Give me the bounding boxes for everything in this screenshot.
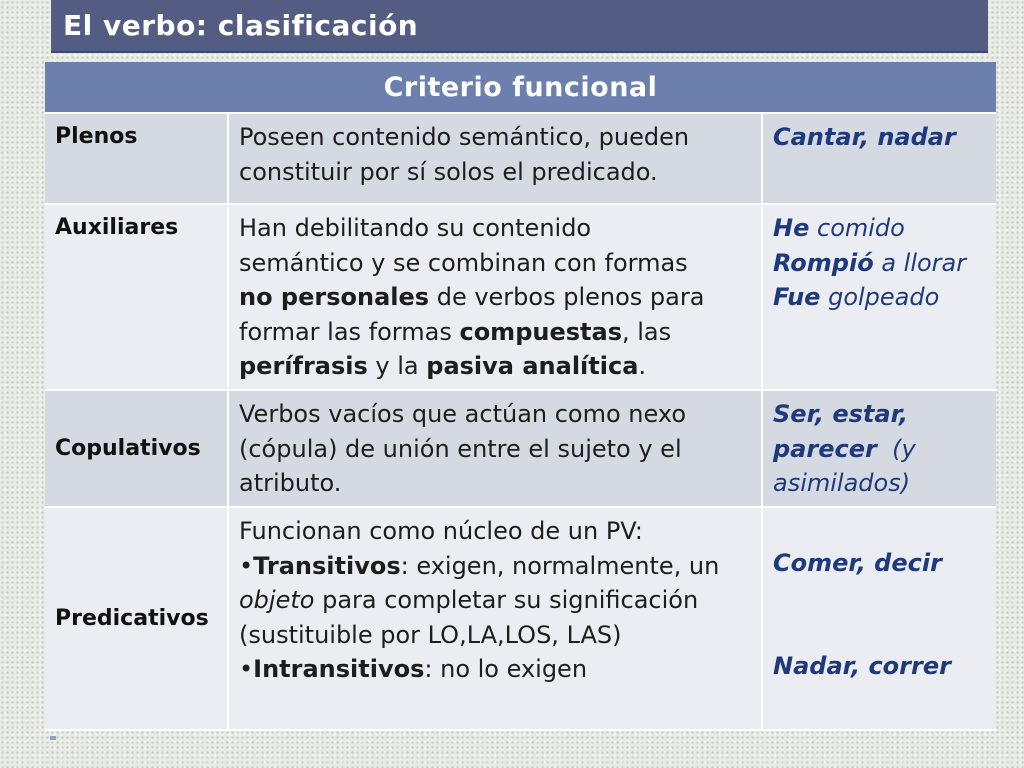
slide-title: El verbo: clasificación bbox=[63, 9, 419, 42]
bold-term: pasiva analítica bbox=[426, 352, 639, 380]
example-rest: (y bbox=[876, 434, 916, 463]
example-verb: parecer bbox=[773, 434, 877, 463]
desc-line: (cópula) de unión entre el sujeto y el bbox=[239, 434, 682, 463]
desc-text: formar las formas bbox=[239, 317, 460, 346]
desc-line: constituir por sí solos el predicado. bbox=[239, 157, 658, 186]
desc-text: , las bbox=[621, 317, 672, 346]
desc-line: Han debilitando su contenido bbox=[239, 214, 592, 242]
desc-text: para completar su significación bbox=[314, 586, 699, 614]
slide-title-bar bbox=[51, 0, 988, 53]
bold-term: perífrasis bbox=[239, 352, 368, 380]
row-label-predicativos: Predicativos bbox=[45, 508, 229, 731]
desc-line: (sustituible por LO,LA,LOS, LAS) bbox=[239, 620, 622, 649]
example-rest: comido bbox=[809, 214, 905, 242]
desc-line bbox=[239, 652, 753, 687]
row-desc-predicativos bbox=[229, 508, 763, 731]
desc-text: y la bbox=[367, 352, 427, 380]
row-example-auxiliares bbox=[763, 205, 996, 391]
italic-term: objeto bbox=[239, 586, 315, 614]
desc-text: : exigen, normalmente, un bbox=[400, 551, 720, 580]
desc-line bbox=[239, 583, 753, 618]
row-example-copulativos bbox=[763, 391, 996, 508]
row-label-copulativos: Copulativos bbox=[45, 391, 229, 508]
example-verb: He bbox=[773, 214, 810, 242]
example-text: Cantar, nadar bbox=[773, 123, 956, 151]
bold-term: Transitivos bbox=[253, 551, 401, 580]
desc-line: Funcionan como núcleo de un PV: bbox=[239, 517, 643, 545]
classification-table bbox=[45, 62, 996, 731]
row-label-auxiliares: Auxiliares bbox=[45, 205, 229, 391]
desc-line bbox=[239, 280, 753, 315]
spacer bbox=[773, 581, 988, 649]
example-line bbox=[773, 432, 988, 467]
example-verb: Fue bbox=[773, 283, 821, 311]
row-label-plenos: Plenos bbox=[45, 114, 229, 205]
bold-term: compuestas bbox=[459, 317, 622, 346]
bullet: • bbox=[239, 655, 254, 683]
row-desc-auxiliares bbox=[229, 205, 763, 391]
desc-line bbox=[239, 315, 753, 350]
row-desc-plenos bbox=[229, 114, 763, 205]
example-line: asimilados) bbox=[773, 469, 911, 497]
example-rest: golpeado bbox=[820, 283, 940, 311]
example-line bbox=[773, 280, 988, 315]
bold-term: Intransitivos bbox=[253, 655, 425, 683]
desc-line bbox=[239, 549, 753, 584]
bullet: • bbox=[239, 551, 254, 580]
table-header: Criterio funcional bbox=[45, 62, 996, 114]
bold-term: no personales bbox=[239, 283, 430, 311]
row-desc-copulativos bbox=[229, 391, 763, 508]
desc-text: de verbos plenos para bbox=[429, 283, 705, 311]
row-example-predicativos bbox=[763, 508, 996, 731]
example-line: Comer, decir bbox=[773, 549, 942, 577]
example-rest: a llorar bbox=[873, 248, 967, 277]
decorative-mark bbox=[50, 736, 56, 740]
desc-line: Poseen contenido semántico, pueden bbox=[239, 123, 690, 151]
desc-line: Verbos vacíos que actúan como nexo bbox=[239, 400, 687, 428]
desc-line: atributo. bbox=[239, 469, 342, 497]
row-example-plenos bbox=[763, 114, 996, 205]
example-line: Ser, estar, bbox=[773, 400, 908, 428]
desc-line: semántico y se combinan con formas bbox=[239, 248, 688, 277]
desc-text: : no lo exigen bbox=[424, 655, 588, 683]
example-verb: Rompió bbox=[773, 248, 874, 277]
example-line bbox=[773, 246, 988, 281]
example-line: Nadar, correr bbox=[773, 651, 951, 680]
desc-text: . bbox=[638, 352, 647, 380]
example-line bbox=[773, 211, 988, 246]
desc-line bbox=[239, 349, 753, 384]
